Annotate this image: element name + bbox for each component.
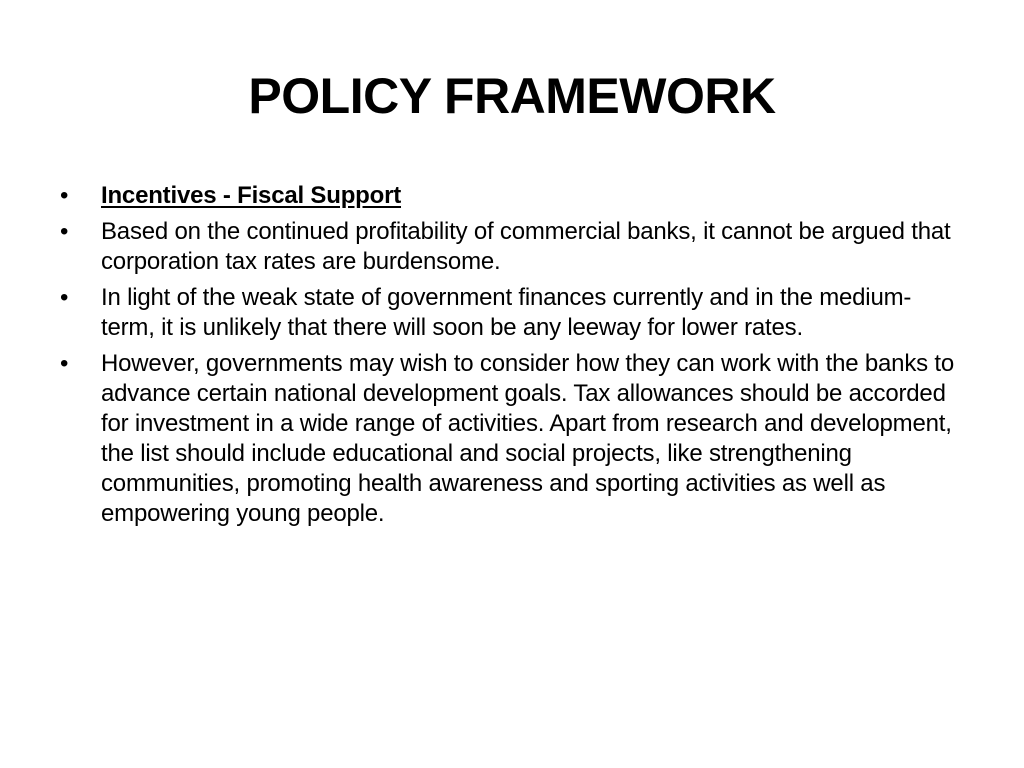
- bullet-item-heading: [60, 181, 960, 211]
- bullet-text: In light of the weak state of government finances currently and in the medium-term, it is unlikely that there will soon be any leeway for lower rates.: [101, 284, 912, 341]
- bullet-item: [60, 217, 960, 277]
- section-heading: Incentives - Fiscal Support: [101, 182, 402, 209]
- bullet-text: However, governments may wish to consider how they can work with the banks to advance certain national development goals. Tax allowances should be accorded for investment in a wide range of activities. Apart from research and development, the list should include educational and social projects, like strengthening communities, promoting health awareness and sporting activities as well as empowering young people.: [101, 350, 955, 527]
- bullet-dot-icon: •: [60, 350, 69, 377]
- slide-title: POLICY FRAMEWORK: [248, 68, 776, 124]
- bullet-dot-icon: •: [60, 218, 69, 245]
- bullet-list: [60, 181, 960, 535]
- bullet-item: [60, 283, 960, 343]
- bullet-text: Based on the continued profitability of commercial banks, it cannot be argued that corporation tax rates are burdensome.: [101, 218, 951, 275]
- bullet-item: [60, 349, 960, 529]
- bullet-dot-icon: •: [60, 182, 69, 209]
- bullet-dot-icon: •: [60, 284, 69, 311]
